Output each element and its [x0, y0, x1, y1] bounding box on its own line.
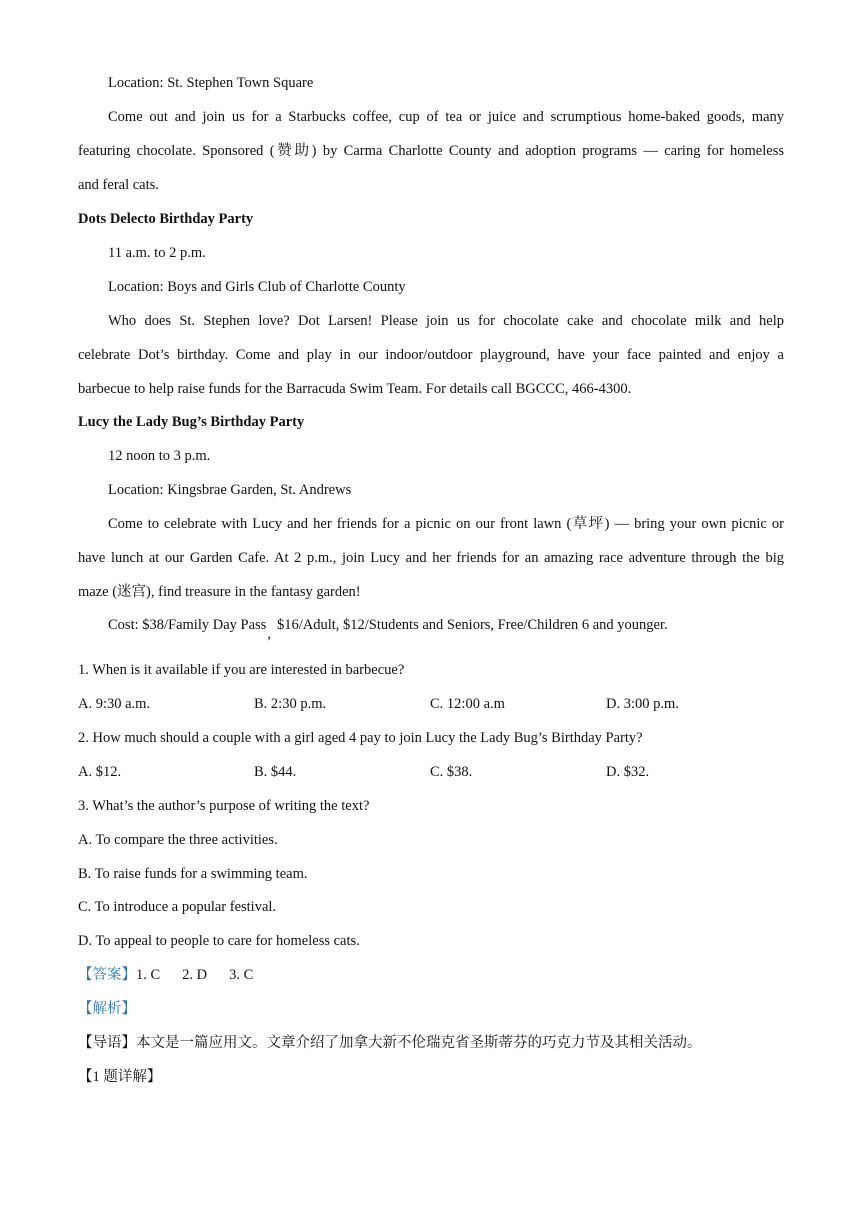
- event1-description-line-3: and feral cats.: [78, 177, 159, 193]
- question-2-option-c: C. $38.: [430, 764, 473, 780]
- question-2-stem: 2. How much should a couple with a girl aged 4 pay to join Lucy the Lady Bug’s Birthday Party?: [78, 730, 643, 746]
- question-1-option-d: D. 3:00 p.m.: [606, 696, 679, 712]
- question-2-option-b: B. $44.: [254, 764, 297, 780]
- question-1-option-a: A. 9:30 a.m.: [78, 696, 151, 712]
- guide-line: [78, 1033, 784, 1053]
- answer-label: 【答案】: [78, 967, 136, 983]
- event1-description-line-1: Come out and join us for a Starbucks coffee, cup of tea or juice and scrumptious home-baked goods, many: [108, 109, 784, 125]
- event3-description-line-3: maze (迷宫), find treasure in the fantasy garden!: [78, 584, 361, 600]
- event3-description-line-1: Come to celebrate with Lucy and her friends for a picnic on our front lawn (草坪) — bring your own picnic or: [108, 516, 784, 532]
- question-1-stem: 1. When is it available if you are interested in barbecue?: [78, 662, 405, 678]
- event3-description-line-2: have lunch at our Garden Cafe. At 2 p.m., join Lucy and her friends for an amazing race adventure through the big: [78, 550, 784, 566]
- event2-time: 11 a.m. to 2 p.m.: [108, 245, 206, 261]
- question-1-option-b: B. 2:30 p.m.: [254, 696, 327, 712]
- event2-location: Location: Boys and Girls Club of Charlotte County: [108, 279, 406, 295]
- event3-location: Location: Kingsbrae Garden, St. Andrews: [108, 482, 352, 498]
- cost-individual-prices: $16/Adult, $12/Students and Seniors, Free/Children 6 and younger.: [276, 617, 668, 633]
- question-1-option-c: C. 12:00 a.m: [430, 696, 505, 712]
- question-3-option-b: B. To raise funds for a swimming team.: [78, 866, 308, 882]
- answer-3: 3. C: [229, 967, 254, 983]
- event3-time: 12 noon to 3 p.m.: [108, 448, 211, 464]
- question-3-option-c: C. To introduce a popular festival.: [78, 899, 277, 915]
- event1-description-line-2: featuring chocolate. Sponsored (赞助) by Carma Charlotte County and adoption programs — caring for homeless: [78, 143, 784, 159]
- guide-text: 本文是一篇应用文。文章介绍了加拿大新不伦瑞克省圣斯蒂芬的巧克力节及其相关活动。: [136, 1035, 702, 1051]
- guide-label: 【导语】: [78, 1035, 136, 1051]
- event2-description-line-3: barbecue to help raise funds for the Barracuda Swim Team. For details call BGCCC, 466-4300.: [78, 381, 632, 397]
- answer-line: [78, 965, 784, 985]
- answer-1: 1. C: [136, 967, 161, 983]
- event3-cost: [108, 615, 784, 642]
- question-3-stem: 3. What’s the author’s purpose of writing the text?: [78, 798, 370, 814]
- event2-description-line-2: celebrate Dot’s birthday. Come and play in our indoor/outdoor playground, have your face painted and enjoy a: [78, 347, 784, 363]
- cost-family-pass: Cost: $38/Family Day Pass: [108, 617, 267, 633]
- detail-label: 【1 题详解】: [78, 1069, 162, 1085]
- question-3-option-a: A. To compare the three activities.: [78, 832, 278, 848]
- question-3-option-d: D. To appeal to people to care for homeless cats.: [78, 933, 360, 949]
- question-2-option-d: D. $32.: [606, 764, 650, 780]
- event2-title: Dots Delecto Birthday Party: [78, 211, 254, 227]
- cost-separator: ,: [267, 626, 271, 642]
- analysis-label: 【解析】: [78, 1001, 136, 1017]
- event2-description-line-1: Who does St. Stephen love? Dot Larsen! Please join us for chocolate cake and chocolate milk and help: [108, 313, 784, 329]
- event1-location: Location: St. Stephen Town Square: [108, 75, 314, 91]
- event3-title: Lucy the Lady Bug’s Birthday Party: [78, 414, 305, 430]
- question-2-option-a: A. $12.: [78, 764, 122, 780]
- answer-2: 2. D: [182, 967, 208, 983]
